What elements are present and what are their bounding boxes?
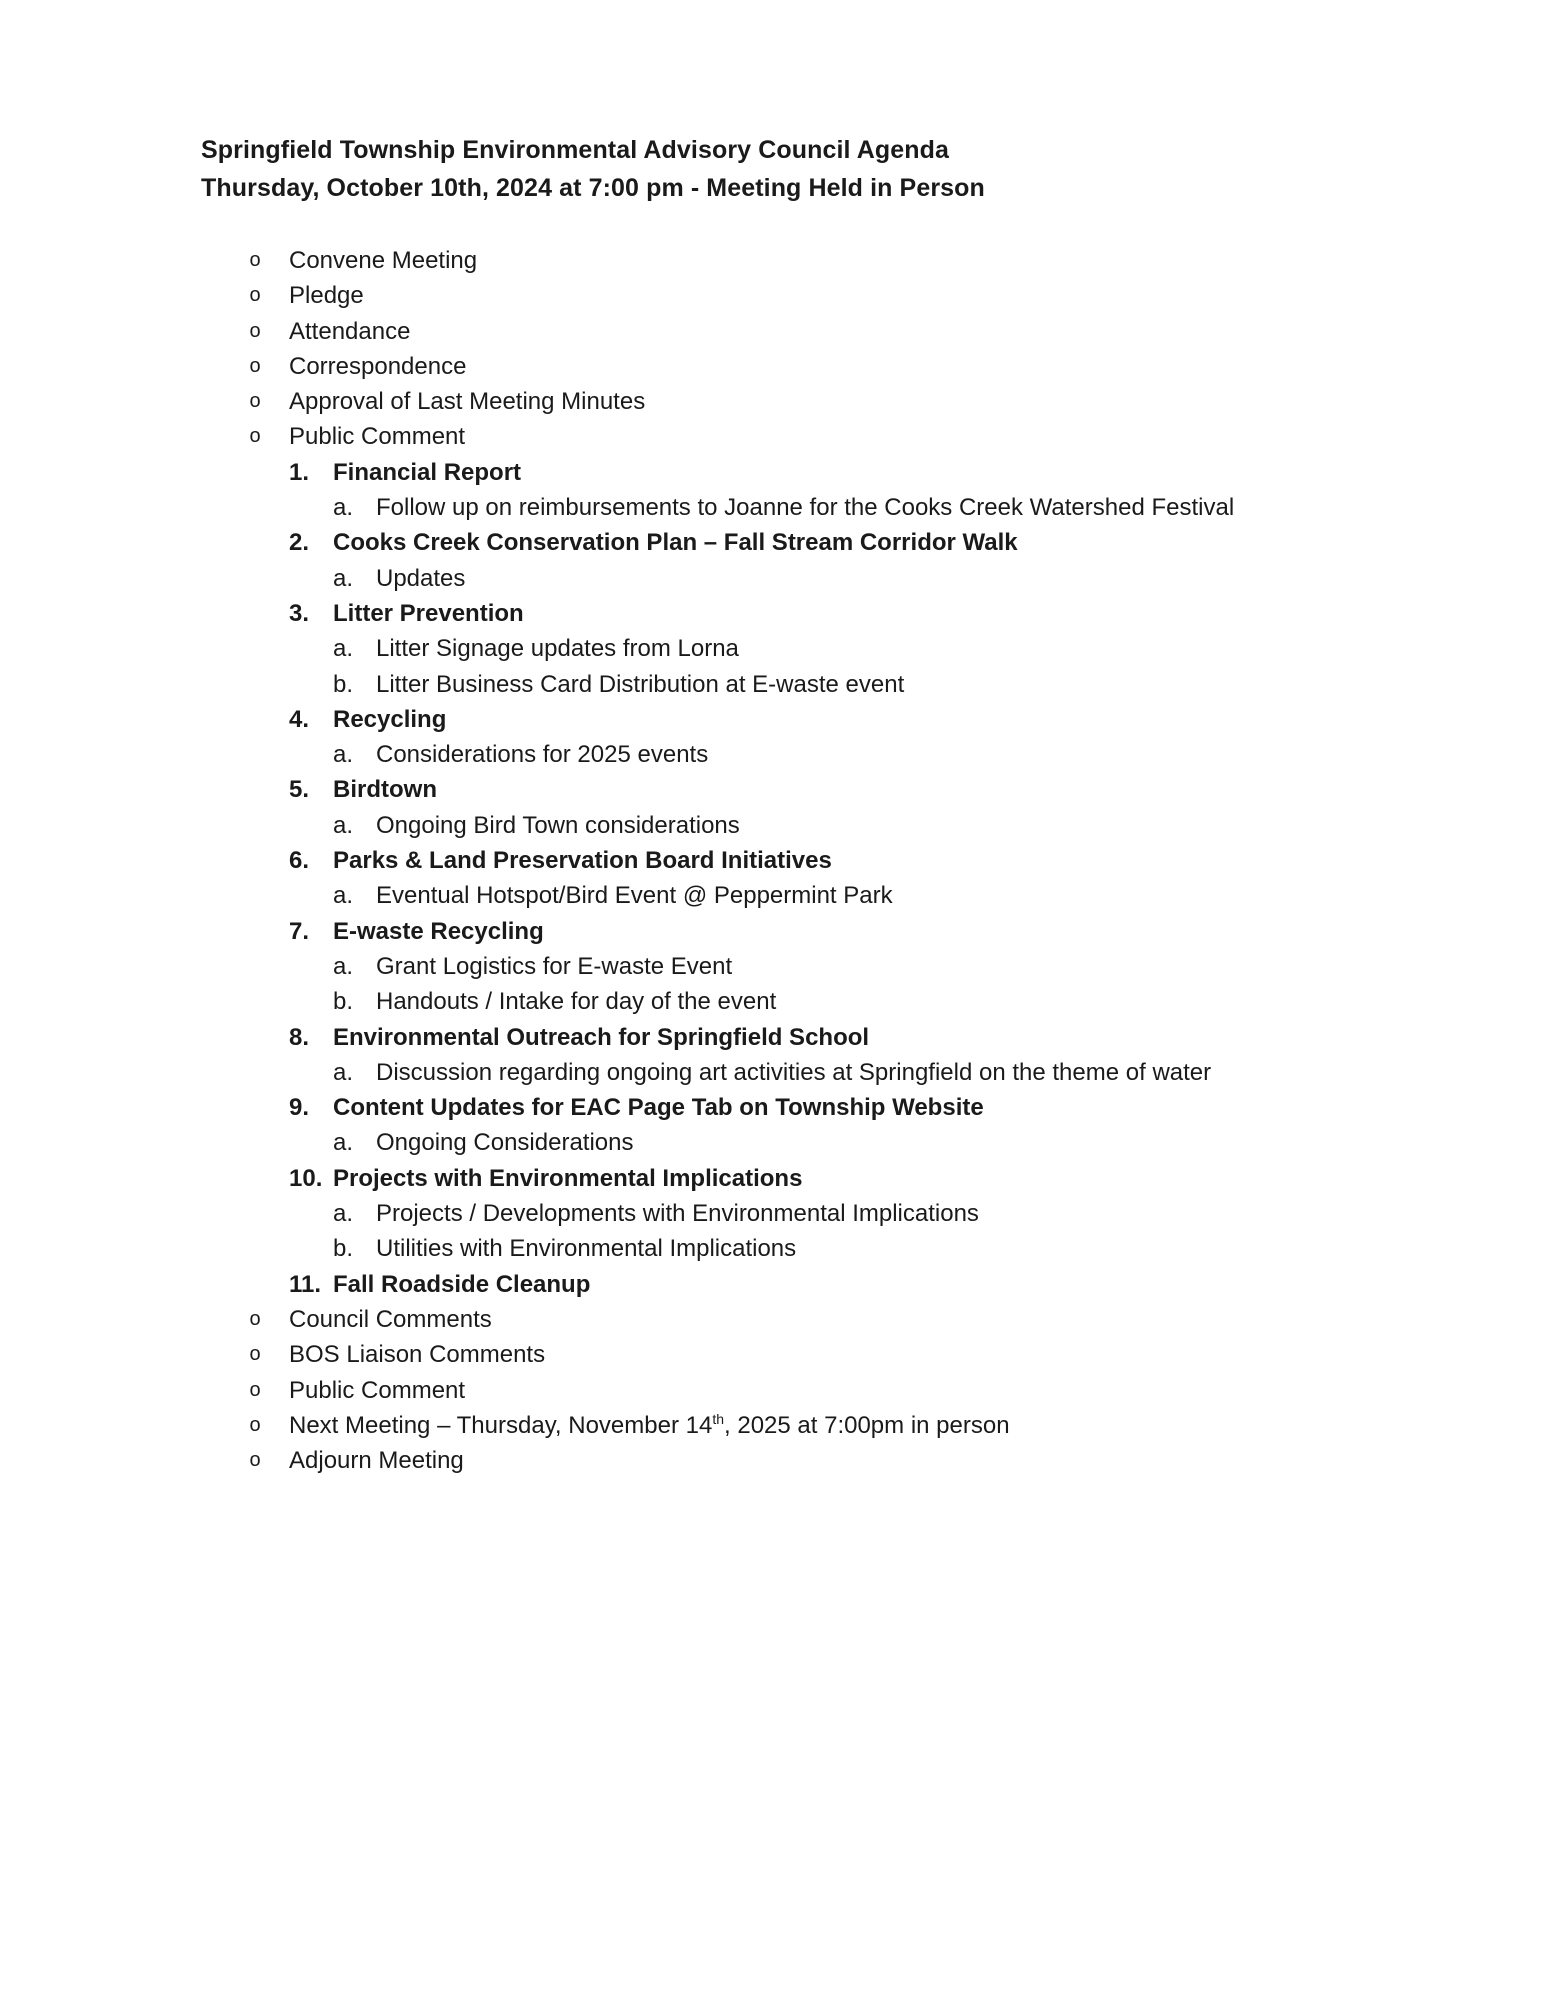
sub-item-letter: a. bbox=[333, 1129, 354, 1157]
bullet-icon: o bbox=[249, 249, 261, 271]
numbered-item bbox=[0, 843, 1545, 878]
item-label: BOS Liaison Comments bbox=[289, 1341, 546, 1369]
bullet-icon: o bbox=[249, 1378, 261, 1401]
ordinal-suffix: th bbox=[712, 1410, 725, 1427]
list-item bbox=[0, 1373, 1545, 1408]
sub-item bbox=[0, 808, 1545, 843]
sub-item bbox=[0, 631, 1545, 666]
agenda-list bbox=[0, 243, 1545, 1478]
numbered-item bbox=[0, 1267, 1545, 1302]
list-item bbox=[0, 1302, 1545, 1337]
item-label: Correspondence bbox=[289, 352, 467, 380]
sub-item-letter: a. bbox=[333, 811, 354, 839]
list-item bbox=[0, 419, 1545, 454]
next-meeting-text: Next Meeting – Thursday, November 14 bbox=[289, 1411, 713, 1439]
sub-item-letter: a. bbox=[333, 952, 354, 980]
list-item bbox=[0, 278, 1545, 313]
numbered-item bbox=[0, 1161, 1545, 1196]
sub-item-letter: a. bbox=[333, 1058, 354, 1086]
sub-item-text: Grant Logistics for E-waste Event bbox=[376, 952, 733, 980]
sub-item-letter: a. bbox=[333, 564, 354, 592]
item-number: 8. bbox=[289, 1023, 310, 1051]
agenda-header bbox=[201, 131, 985, 207]
item-title: Fall Roadside Cleanup bbox=[333, 1270, 591, 1298]
item-title: Content Updates for EAC Page Tab on Township Website bbox=[333, 1094, 984, 1122]
item-title: Environmental Outreach for Springfield School bbox=[333, 1023, 870, 1051]
item-number: 9. bbox=[289, 1094, 310, 1122]
sub-item-text: Ongoing Considerations bbox=[376, 1129, 634, 1157]
numbered-item bbox=[0, 1020, 1545, 1055]
item-label: Convene Meeting bbox=[289, 247, 478, 274]
sub-item-text: Ongoing Bird Town considerations bbox=[376, 811, 740, 839]
bullet-icon: o bbox=[249, 390, 261, 413]
bullet-icon: o bbox=[249, 284, 261, 307]
sub-item-text: Projects / Developments with Environmental Implications bbox=[376, 1200, 979, 1228]
list-item bbox=[0, 384, 1545, 419]
item-number: 11. bbox=[289, 1270, 322, 1298]
sub-item-text: Litter Signage updates from Lorna bbox=[376, 635, 739, 663]
sub-item bbox=[0, 1231, 1545, 1266]
list-item bbox=[0, 349, 1545, 384]
bullet-icon: o bbox=[249, 1413, 261, 1436]
numbered-item bbox=[0, 596, 1545, 631]
sub-item-letter: a. bbox=[333, 741, 354, 769]
bullet-icon: o bbox=[249, 1449, 261, 1472]
item-number: 3. bbox=[289, 599, 310, 627]
numbered-item bbox=[0, 455, 1545, 490]
bullet-icon: o bbox=[249, 1307, 261, 1330]
numbered-items bbox=[0, 455, 1545, 1302]
agenda-title: Springfield Township Environmental Advisory Council Agenda bbox=[201, 136, 949, 164]
bullet-icon: o bbox=[249, 425, 261, 448]
item-title: Recycling bbox=[333, 705, 447, 733]
sub-item bbox=[0, 737, 1545, 772]
sub-item bbox=[0, 490, 1545, 525]
numbered-item bbox=[0, 702, 1545, 737]
item-label: Public Comment bbox=[289, 423, 466, 451]
sub-item-letter: a. bbox=[333, 635, 354, 663]
item-title: Litter Prevention bbox=[333, 599, 524, 627]
list-item bbox=[0, 243, 1545, 278]
item-number: 4. bbox=[289, 705, 310, 733]
sub-item bbox=[0, 1125, 1545, 1160]
numbered-item bbox=[0, 1090, 1545, 1125]
item-label: Adjourn Meeting bbox=[289, 1447, 464, 1475]
item-number: 10. bbox=[289, 1164, 323, 1192]
sub-item bbox=[0, 1055, 1545, 1090]
meeting-datetime: Thursday, October 10th, 2024 at 7:00 pm - Meeting Held in Person bbox=[201, 174, 985, 202]
sub-item bbox=[0, 561, 1545, 596]
sub-item-text: Utilities with Environmental Implications bbox=[376, 1235, 797, 1263]
list-item bbox=[0, 1337, 1545, 1372]
sub-item-text: Eventual Hotspot/Bird Event @ Peppermint Park bbox=[376, 882, 893, 910]
numbered-item bbox=[0, 772, 1545, 807]
sub-item bbox=[0, 949, 1545, 984]
item-title: Birdtown bbox=[333, 776, 437, 804]
sub-item bbox=[0, 667, 1545, 702]
bullet-icon: o bbox=[249, 1343, 261, 1366]
next-meeting-label bbox=[289, 1408, 1010, 1443]
item-number: 5. bbox=[289, 776, 310, 804]
item-label: Council Comments bbox=[289, 1305, 492, 1333]
next-meeting-text-rest: , 2025 at 7:00pm in person bbox=[724, 1411, 1010, 1439]
item-title: Financial Report bbox=[333, 458, 522, 486]
sub-item-text: Handouts / Intake for day of the event bbox=[376, 988, 777, 1016]
item-title: Parks & Land Preservation Board Initiatives bbox=[333, 847, 832, 875]
sub-item-letter: b. bbox=[333, 670, 354, 698]
numbered-item bbox=[0, 914, 1545, 949]
numbered-item bbox=[0, 525, 1545, 560]
sub-item-text: Follow up on reimbursements to Joanne for the Cooks Creek Watershed Festival bbox=[376, 494, 1235, 522]
list-item bbox=[0, 314, 1545, 349]
sub-item-letter: a. bbox=[333, 1200, 354, 1228]
bullet-icon: o bbox=[249, 354, 261, 377]
item-label: Public Comment bbox=[289, 1376, 466, 1404]
bullet-icon: o bbox=[249, 319, 261, 342]
sub-item-letter: a. bbox=[333, 494, 354, 522]
item-number: 1. bbox=[289, 458, 310, 486]
list-item bbox=[0, 1443, 1545, 1478]
item-label: Attendance bbox=[289, 317, 411, 345]
item-title: E-waste Recycling bbox=[333, 917, 544, 945]
sub-item-letter: b. bbox=[333, 988, 354, 1016]
sub-item-text: Updates bbox=[376, 564, 466, 592]
item-title: Projects with Environmental Implications bbox=[333, 1164, 803, 1192]
sub-item bbox=[0, 878, 1545, 913]
sub-item-letter: b. bbox=[333, 1235, 354, 1263]
item-label: Pledge bbox=[289, 282, 364, 310]
sub-item bbox=[0, 984, 1545, 1019]
item-label: Approval of Last Meeting Minutes bbox=[289, 388, 646, 416]
item-title: Cooks Creek Conservation Plan – Fall Stream Corridor Walk bbox=[333, 529, 1018, 557]
item-number: 6. bbox=[289, 847, 310, 875]
sub-item-text: Discussion regarding ongoing art activities at Springfield on the theme of water bbox=[376, 1058, 1212, 1086]
item-number: 7. bbox=[289, 917, 310, 945]
sub-item bbox=[0, 1196, 1545, 1231]
sub-item-text: Litter Business Card Distribution at E-waste event bbox=[376, 670, 905, 698]
sub-item-text: Considerations for 2025 events bbox=[376, 741, 709, 769]
list-item bbox=[0, 1408, 1545, 1443]
sub-item-letter: a. bbox=[333, 882, 354, 910]
item-number: 2. bbox=[289, 529, 310, 557]
